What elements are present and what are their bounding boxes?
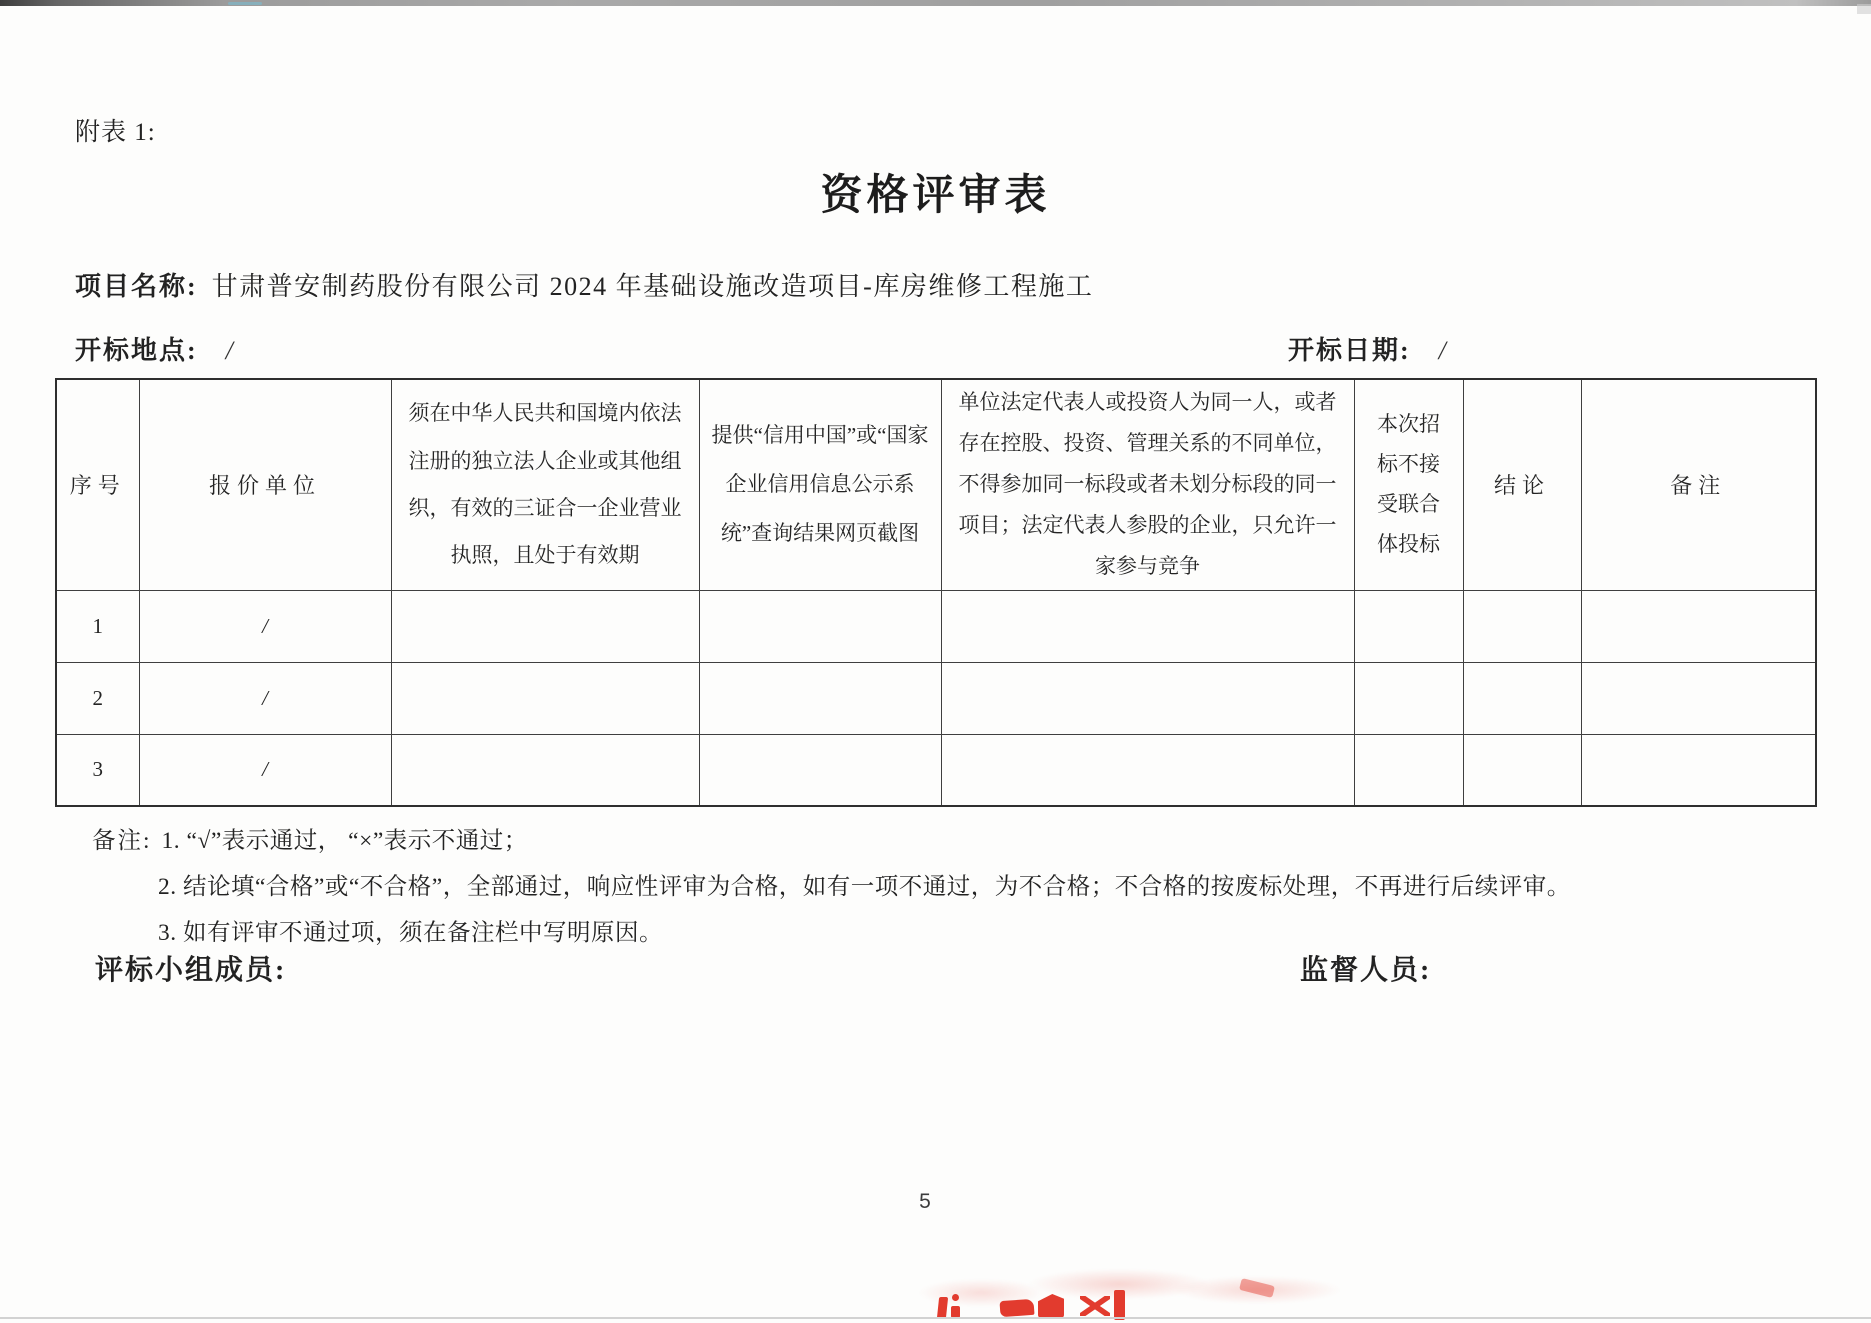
scan-edge-artifact-top xyxy=(0,0,1871,6)
cell-legal-representative xyxy=(941,734,1354,806)
evaluation-team-label: 评标小组成员: xyxy=(95,955,287,986)
cell-conclusion xyxy=(1463,734,1581,806)
table-header-row xyxy=(56,379,1816,590)
col-header-no-consortium: 本次招标不接受联合体投标 xyxy=(1354,379,1463,590)
note-text-1: 1. “√”表示通过， “×”表示不通过； xyxy=(161,828,528,854)
cell-bidder: / xyxy=(139,662,391,734)
cell-credit-china xyxy=(699,590,941,662)
stamp-fragment xyxy=(937,1297,948,1319)
appendix-label: 附表 1: xyxy=(75,119,156,146)
cell-no-consortium xyxy=(1354,734,1463,806)
stamp-fragment xyxy=(1239,1278,1275,1298)
stamp-smear-artifact xyxy=(880,1258,1340,1316)
col-header-business-license: 须在中华人民共和国境内依法注册的独立法人企业或其他组织，有效的三证合一企业营业执照，且处于有效期 xyxy=(391,379,699,590)
bid-date xyxy=(1288,330,1446,367)
col-header-conclusion: 结论 xyxy=(1463,379,1581,590)
scan-speck-artifact xyxy=(228,2,262,5)
cell-business-license xyxy=(391,662,699,734)
bid-date-value: / xyxy=(1438,336,1446,365)
cell-remarks xyxy=(1581,590,1816,662)
table-row xyxy=(56,734,1816,806)
cell-remarks xyxy=(1581,734,1816,806)
page-number: 5 xyxy=(919,1190,931,1213)
cell-remarks xyxy=(1581,662,1816,734)
table-row xyxy=(56,590,1816,662)
scan-edge-artifact-bottom xyxy=(0,1317,1871,1319)
cell-seq: 3 xyxy=(56,734,139,806)
note-line-1 xyxy=(92,818,1862,864)
cell-bidder: / xyxy=(139,734,391,806)
notes-section xyxy=(92,818,1862,956)
scan-corner-artifact xyxy=(1857,4,1871,14)
stamp-fragment xyxy=(952,1294,959,1301)
cell-credit-china xyxy=(699,734,941,806)
cell-business-license xyxy=(391,590,699,662)
col-header-credit-china: 提供“信用中国”或“国家企业信用信息公示系统”查询结果网页截图 xyxy=(699,379,941,590)
col-header-bidder: 报价单位 xyxy=(139,379,391,590)
notes-label: 备注: xyxy=(92,828,152,854)
stamp-fragment xyxy=(999,1299,1034,1317)
cell-no-consortium xyxy=(1354,590,1463,662)
cell-conclusion xyxy=(1463,590,1581,662)
stamp-fragment xyxy=(1080,1296,1110,1316)
qualification-review-table xyxy=(55,378,1817,807)
cell-legal-representative xyxy=(941,590,1354,662)
bid-location-label: 开标地点: xyxy=(75,336,198,365)
project-name-label: 项目名称: xyxy=(75,272,198,301)
bid-location xyxy=(75,330,233,367)
stamp-fragment xyxy=(1114,1290,1125,1320)
cell-legal-representative xyxy=(941,662,1354,734)
note-line-2: 2. 结论填“合格”或“不合格”，全部通过，响应性评审为合格，如有一项不通过，为不合格；不合格的按废标处理，不再进行后续评审。 xyxy=(158,874,1571,900)
col-header-legal-representative: 单位法定代表人或投资人为同一人，或者存在控股、投资、管理关系的不同单位，不得参加同一标段或者未划分标段的同一项目；法定代表人参股的企业，只允许一家参与竞争 xyxy=(941,379,1354,590)
stamp-fragment xyxy=(1038,1294,1064,1318)
note-line-3: 3. 如有评审不通过项，须在备注栏中写明原因。 xyxy=(158,920,663,946)
cell-business-license xyxy=(391,734,699,806)
page-title: 资格评审表 xyxy=(820,173,1051,219)
cell-seq: 1 xyxy=(56,590,139,662)
supervisor-label: 监督人员: xyxy=(1300,955,1432,986)
bid-date-label: 开标日期: xyxy=(1288,336,1411,365)
col-header-remarks: 备注 xyxy=(1581,379,1816,590)
cell-bidder: / xyxy=(139,590,391,662)
cell-no-consortium xyxy=(1354,662,1463,734)
table-row xyxy=(56,662,1816,734)
project-name-value: 甘肃普安制药股份有限公司 2024 年基础设施改造项目-库房维修工程施工 xyxy=(211,272,1094,301)
cell-conclusion xyxy=(1463,662,1581,734)
stamp-fragment xyxy=(1080,1296,1110,1316)
project-name-line xyxy=(75,266,1093,303)
bid-location-value: / xyxy=(225,336,233,365)
cell-seq: 2 xyxy=(56,662,139,734)
cell-credit-china xyxy=(699,662,941,734)
col-header-seq: 序号 xyxy=(56,379,139,590)
